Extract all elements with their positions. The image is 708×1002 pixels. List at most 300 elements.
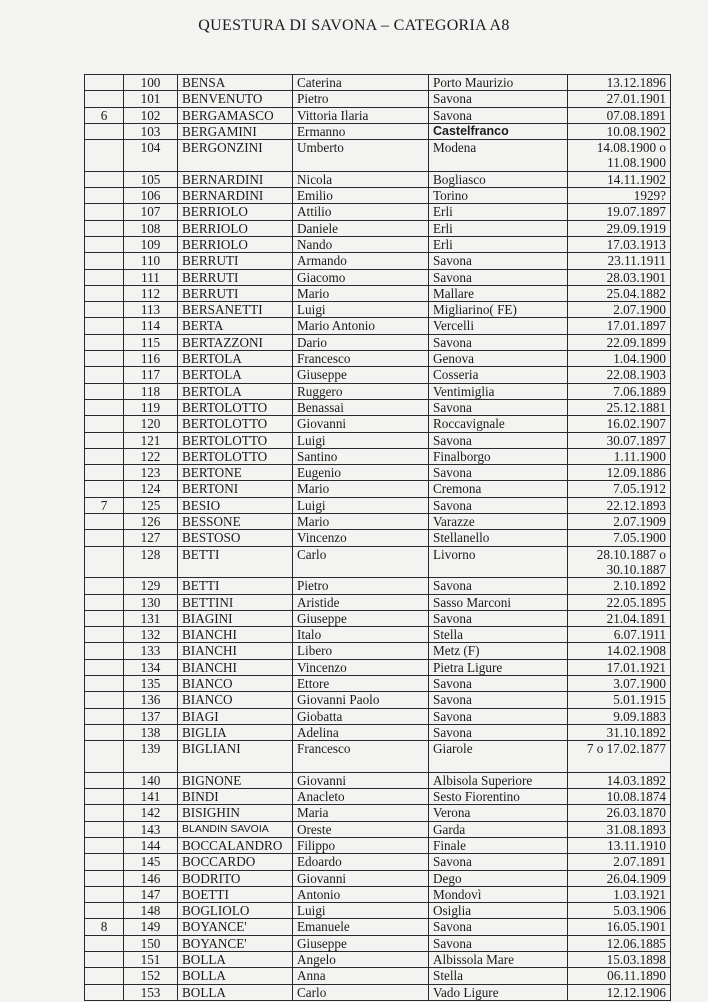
birthplace-cell: Vado Ligure: [429, 984, 568, 1000]
surname-cell: BERTOLOTTO: [178, 448, 293, 464]
birthdate-cell: 31.08.1893: [568, 821, 671, 837]
row-marker: [85, 968, 124, 984]
surname-cell: BERTOLA: [178, 367, 293, 383]
birthdate-cell: 26.03.1870: [568, 805, 671, 821]
birthplace-cell: Savona: [429, 610, 568, 626]
table-row: [85, 188, 671, 204]
surname-cell: BERTOLOTTO: [178, 399, 293, 415]
table-row: [85, 285, 671, 301]
surname-cell: BERTAZZONI: [178, 334, 293, 350]
birthdate-cell: 22.12.1893: [568, 497, 671, 513]
birthplace-cell: Savona: [429, 675, 568, 691]
row-marker: [85, 432, 124, 448]
row-marker: [85, 140, 124, 172]
birthdate-cell: 12.09.1886: [568, 465, 671, 481]
row-marker: [85, 367, 124, 383]
table-row: [85, 432, 671, 448]
row-marker: [85, 772, 124, 788]
entry-number: 129: [124, 578, 178, 594]
birthplace-cell: Savona: [429, 497, 568, 513]
table-row: [85, 351, 671, 367]
entry-number: 100: [124, 75, 178, 91]
entry-number: 103: [124, 123, 178, 139]
entry-number: 132: [124, 627, 178, 643]
first-name-cell: Pietro: [293, 91, 429, 107]
surname-cell: BIANCO: [178, 692, 293, 708]
birthplace-cell: Modena: [429, 140, 568, 172]
birthdate-cell: 28.03.1901: [568, 269, 671, 285]
entry-number: 110: [124, 253, 178, 269]
birthplace-cell: Savona: [429, 253, 568, 269]
birthplace-cell: Cosseria: [429, 367, 568, 383]
first-name-cell: Giuseppe: [293, 935, 429, 951]
surname-cell: BERTOLA: [178, 351, 293, 367]
birthdate-cell: 6.07.1911: [568, 627, 671, 643]
birthdate-cell: 30.07.1897: [568, 432, 671, 448]
birthplace-cell: Erli: [429, 204, 568, 220]
birthdate-cell: 15.03.1898: [568, 952, 671, 968]
row-marker: [85, 675, 124, 691]
row-marker: [85, 692, 124, 708]
row-marker: [85, 416, 124, 432]
table-row: [85, 724, 671, 740]
entry-number: 151: [124, 952, 178, 968]
birthdate-cell: 26.04.1909: [568, 870, 671, 886]
first-name-cell: Giovanni: [293, 772, 429, 788]
table-row: [85, 708, 671, 724]
table-row: [85, 530, 671, 546]
first-name-cell: Emanuele: [293, 919, 429, 935]
table-row: [85, 935, 671, 951]
first-name-cell: Vincenzo: [293, 530, 429, 546]
first-name-cell: Vincenzo: [293, 659, 429, 675]
birthdate-cell: 2.07.1891: [568, 854, 671, 870]
row-marker: [85, 837, 124, 853]
table-row: [85, 123, 671, 139]
birthplace-cell: Savona: [429, 432, 568, 448]
birthdate-cell: 16.05.1901: [568, 919, 671, 935]
row-marker: [85, 204, 124, 220]
row-marker: [85, 610, 124, 626]
table-row: [85, 968, 671, 984]
first-name-cell: Libero: [293, 643, 429, 659]
table-row: [85, 886, 671, 902]
first-name-cell: Emilio: [293, 188, 429, 204]
birthplace-cell: Ventimiglia: [429, 383, 568, 399]
table-row: [85, 91, 671, 107]
surname-cell: BERRUTI: [178, 253, 293, 269]
surname-cell: BERNARDINI: [178, 171, 293, 187]
entry-number: 127: [124, 530, 178, 546]
entry-number: 106: [124, 188, 178, 204]
birthdate-cell: 27.01.1901: [568, 91, 671, 107]
entry-number: 145: [124, 854, 178, 870]
first-name-cell: Luigi: [293, 903, 429, 919]
entry-number: 150: [124, 935, 178, 951]
entry-number: 108: [124, 220, 178, 236]
birthplace-cell: Savona: [429, 854, 568, 870]
entry-number: 115: [124, 334, 178, 350]
surname-cell: BETTINI: [178, 594, 293, 610]
first-name-cell: Vittoria Ilaria: [293, 107, 429, 123]
birthdate-cell: 12.06.1885: [568, 935, 671, 951]
birthdate-cell: 7.06.1889: [568, 383, 671, 399]
row-marker: [85, 903, 124, 919]
surname-cell: BIAGI: [178, 708, 293, 724]
table-row: [85, 204, 671, 220]
first-name-cell: Mario: [293, 514, 429, 530]
first-name-cell: Mario Antonio: [293, 318, 429, 334]
entry-number: 118: [124, 383, 178, 399]
entry-number: 102: [124, 107, 178, 123]
table-row: [85, 383, 671, 399]
birthdate-cell: 22.09.1899: [568, 334, 671, 350]
birthdate-cell: 10.08.1874: [568, 789, 671, 805]
table-row: [85, 952, 671, 968]
birthdate-cell: 9.09.1883: [568, 708, 671, 724]
birthplace-cell: Pietra Ligure: [429, 659, 568, 675]
row-marker: 8: [85, 919, 124, 935]
birthplace-cell: Sesto Fiorentino: [429, 789, 568, 805]
row-marker: [85, 285, 124, 301]
birthplace-cell: Erli: [429, 220, 568, 236]
row-marker: [85, 253, 124, 269]
birthdate-cell: 17.01.1921: [568, 659, 671, 675]
table-row: [85, 546, 671, 578]
table-row: [85, 903, 671, 919]
row-marker: [85, 724, 124, 740]
first-name-cell: Ermanno: [293, 123, 429, 139]
birthplace-cell: Livorno: [429, 546, 568, 578]
table-row: [85, 741, 671, 773]
row-marker: [85, 741, 124, 773]
row-marker: [85, 302, 124, 318]
birthplace-cell: Porto Maurizio: [429, 75, 568, 91]
birthplace-cell: Erli: [429, 236, 568, 252]
first-name-cell: Carlo: [293, 546, 429, 578]
row-marker: 6: [85, 107, 124, 123]
entry-number: 113: [124, 302, 178, 318]
first-name-cell: Antonio: [293, 886, 429, 902]
row-marker: [85, 448, 124, 464]
birthdate-cell: 14.11.1902: [568, 171, 671, 187]
surname-cell: BERRUTI: [178, 269, 293, 285]
birthdate-cell: 29.09.1919: [568, 220, 671, 236]
first-name-cell: Giacomo: [293, 269, 429, 285]
row-marker: [85, 886, 124, 902]
row-marker: [85, 659, 124, 675]
first-name-cell: Daniele: [293, 220, 429, 236]
surname-cell: BETTI: [178, 578, 293, 594]
entry-number: 152: [124, 968, 178, 984]
row-marker: [85, 952, 124, 968]
entry-number: 111: [124, 269, 178, 285]
birthplace-cell: Savona: [429, 935, 568, 951]
entry-number: 130: [124, 594, 178, 610]
table-row: [85, 236, 671, 252]
birthdate-cell: 3.07.1900: [568, 675, 671, 691]
surname-cell: BERTOLOTTO: [178, 432, 293, 448]
first-name-cell: Francesco: [293, 741, 429, 773]
registry-table: [84, 74, 671, 1001]
first-name-cell: Aristide: [293, 594, 429, 610]
table-row: [85, 854, 671, 870]
entry-number: 101: [124, 91, 178, 107]
row-marker: [85, 481, 124, 497]
row-marker: [85, 594, 124, 610]
row-marker: [85, 546, 124, 578]
row-marker: [85, 821, 124, 837]
row-marker: [85, 854, 124, 870]
row-marker: [85, 171, 124, 187]
birthplace-cell: Osiglia: [429, 903, 568, 919]
row-marker: [85, 318, 124, 334]
table-row: [85, 692, 671, 708]
birthplace-cell: Savona: [429, 91, 568, 107]
birthplace-cell: Savona: [429, 334, 568, 350]
table-row: [85, 75, 671, 91]
table-row: [85, 514, 671, 530]
entry-number: 119: [124, 399, 178, 415]
first-name-cell: Anna: [293, 968, 429, 984]
surname-cell: BIANCHI: [178, 659, 293, 675]
entry-number: 112: [124, 285, 178, 301]
row-marker: [85, 220, 124, 236]
surname-cell: BOLLA: [178, 968, 293, 984]
birthdate-cell: 5.03.1906: [568, 903, 671, 919]
entry-number: 140: [124, 772, 178, 788]
entry-number: 149: [124, 919, 178, 935]
row-marker: [85, 870, 124, 886]
surname-cell: BIGLIANI: [178, 741, 293, 773]
table-row: [85, 269, 671, 285]
birthdate-cell: 14.03.1892: [568, 772, 671, 788]
birthdate-cell: 2.07.1900: [568, 302, 671, 318]
birthplace-cell: Savona: [429, 708, 568, 724]
entry-number: 125: [124, 497, 178, 513]
birthplace-cell: Castelfranco: [429, 123, 568, 139]
birthdate-cell: 5.01.1915: [568, 692, 671, 708]
entry-number: 148: [124, 903, 178, 919]
surname-cell: BIANCHI: [178, 627, 293, 643]
row-marker: [85, 805, 124, 821]
first-name-cell: Nando: [293, 236, 429, 252]
row-marker: [85, 465, 124, 481]
row-marker: [85, 627, 124, 643]
surname-cell: BODRITO: [178, 870, 293, 886]
table-row: [85, 318, 671, 334]
entry-number: 141: [124, 789, 178, 805]
birthplace-cell: Dego: [429, 870, 568, 886]
first-name-cell: Eugenio: [293, 465, 429, 481]
surname-cell: BIGLIA: [178, 724, 293, 740]
birthplace-cell: Stella: [429, 968, 568, 984]
first-name-cell: Attilio: [293, 204, 429, 220]
birthplace-cell: Albissola Mare: [429, 952, 568, 968]
first-name-cell: Giuseppe: [293, 610, 429, 626]
first-name-cell: Giuseppe: [293, 367, 429, 383]
table-row: [85, 448, 671, 464]
birthdate-cell: 31.10.1892: [568, 724, 671, 740]
first-name-cell: Caterina: [293, 75, 429, 91]
first-name-cell: Umberto: [293, 140, 429, 172]
page-title: QUESTURA DI SAVONA – CATEGORIA A8: [198, 17, 510, 34]
birthplace-cell: Albisola Superiore: [429, 772, 568, 788]
table-row: [85, 220, 671, 236]
table-row: [85, 171, 671, 187]
birthplace-cell: Savona: [429, 399, 568, 415]
birthplace-cell: Savona: [429, 465, 568, 481]
birthdate-cell: 17.01.1897: [568, 318, 671, 334]
entry-number: 124: [124, 481, 178, 497]
surname-cell: BENSA: [178, 75, 293, 91]
birthdate-cell: 06.11.1890: [568, 968, 671, 984]
birthplace-cell: Genova: [429, 351, 568, 367]
row-marker: 7: [85, 497, 124, 513]
entry-number: 104: [124, 140, 178, 172]
birthplace-cell: Garda: [429, 821, 568, 837]
first-name-cell: Luigi: [293, 432, 429, 448]
birthdate-cell: 14.08.1900 o 11.08.1900: [568, 140, 671, 172]
entry-number: 144: [124, 837, 178, 853]
table-row: [85, 659, 671, 675]
birthplace-cell: Savona: [429, 692, 568, 708]
row-marker: [85, 399, 124, 415]
surname-cell: BERTA: [178, 318, 293, 334]
birthplace-cell: Stellanello: [429, 530, 568, 546]
row-marker: [85, 708, 124, 724]
surname-cell: BETTI: [178, 546, 293, 578]
birthplace-cell: Verona: [429, 805, 568, 821]
surname-cell: BERGONZINI: [178, 140, 293, 172]
entry-number: 147: [124, 886, 178, 902]
surname-cell: BOETTI: [178, 886, 293, 902]
birthplace-cell: Migliarino( FE): [429, 302, 568, 318]
birthdate-cell: 12.12.1906: [568, 984, 671, 1000]
table-row: [85, 805, 671, 821]
table-row: [85, 627, 671, 643]
entry-number: 123: [124, 465, 178, 481]
birthdate-cell: 14.02.1908: [568, 643, 671, 659]
table-row: [85, 675, 671, 691]
birthdate-cell: 25.04.1882: [568, 285, 671, 301]
birthdate-cell: 2.07.1909: [568, 514, 671, 530]
first-name-cell: Giovanni: [293, 416, 429, 432]
row-marker: [85, 75, 124, 91]
row-marker: [85, 269, 124, 285]
first-name-cell: Ettore: [293, 675, 429, 691]
first-name-cell: Dario: [293, 334, 429, 350]
first-name-cell: Francesco: [293, 351, 429, 367]
surname-cell: BERRIOLO: [178, 204, 293, 220]
birthdate-cell: 23.11.1911: [568, 253, 671, 269]
table-row: [85, 497, 671, 513]
birthdate-cell: 13.12.1896: [568, 75, 671, 91]
entry-number: 131: [124, 610, 178, 626]
birthdate-cell: 1.03.1921: [568, 886, 671, 902]
surname-cell: BERGAMASCO: [178, 107, 293, 123]
table-row: [85, 610, 671, 626]
surname-cell: BOCCALANDRO: [178, 837, 293, 853]
birthdate-cell: 13.11.1910: [568, 837, 671, 853]
row-marker: [85, 514, 124, 530]
table-row: [85, 643, 671, 659]
entry-number: 122: [124, 448, 178, 464]
birthdate-cell: 1.11.1900: [568, 448, 671, 464]
first-name-cell: Armando: [293, 253, 429, 269]
entry-number: 120: [124, 416, 178, 432]
first-name-cell: Anacleto: [293, 789, 429, 805]
surname-cell: BERTOLA: [178, 383, 293, 399]
surname-cell: BOLLA: [178, 952, 293, 968]
first-name-cell: Santino: [293, 448, 429, 464]
birthdate-cell: 7.05.1900: [568, 530, 671, 546]
first-name-cell: Carlo: [293, 984, 429, 1000]
birthdate-cell: 7.05.1912: [568, 481, 671, 497]
birthplace-cell: Varazze: [429, 514, 568, 530]
entry-number: 142: [124, 805, 178, 821]
birthdate-cell: 10.08.1902: [568, 123, 671, 139]
entry-number: 137: [124, 708, 178, 724]
birthdate-cell: 21.04.1891: [568, 610, 671, 626]
first-name-cell: Italo: [293, 627, 429, 643]
surname-cell: BERTONI: [178, 481, 293, 497]
birthdate-cell: 7 o 17.02.1877: [568, 741, 671, 773]
birthplace-cell: Mallare: [429, 285, 568, 301]
table-row: [85, 253, 671, 269]
surname-cell: BLANDIN SAVOIA: [178, 821, 293, 837]
table-row: [85, 821, 671, 837]
entry-number: 114: [124, 318, 178, 334]
table-row: [85, 302, 671, 318]
birthdate-cell: 22.05.1895: [568, 594, 671, 610]
entry-number: 128: [124, 546, 178, 578]
birthdate-cell: 07.08.1891: [568, 107, 671, 123]
first-name-cell: Mario: [293, 481, 429, 497]
surname-cell: BOYANCE': [178, 919, 293, 935]
first-name-cell: Edoardo: [293, 854, 429, 870]
birthplace-cell: Metz (F): [429, 643, 568, 659]
first-name-cell: Giobatta: [293, 708, 429, 724]
first-name-cell: Oreste: [293, 821, 429, 837]
first-name-cell: Ruggero: [293, 383, 429, 399]
row-marker: [85, 236, 124, 252]
table-row: [85, 416, 671, 432]
first-name-cell: Maria: [293, 805, 429, 821]
surname-cell: BERTONE: [178, 465, 293, 481]
first-name-cell: Pietro: [293, 578, 429, 594]
row-marker: [85, 188, 124, 204]
first-name-cell: Nicola: [293, 171, 429, 187]
surname-cell: BIANCHI: [178, 643, 293, 659]
birthdate-cell: 1.04.1900: [568, 351, 671, 367]
surname-cell: BERGAMINI: [178, 123, 293, 139]
table-row: [85, 594, 671, 610]
first-name-cell: Angelo: [293, 952, 429, 968]
surname-cell: BERNARDINI: [178, 188, 293, 204]
entry-number: 117: [124, 367, 178, 383]
first-name-cell: Giovanni Paolo: [293, 692, 429, 708]
row-marker: [85, 643, 124, 659]
surname-cell: BERRUTI: [178, 285, 293, 301]
surname-cell: BESSONE: [178, 514, 293, 530]
row-marker: [85, 935, 124, 951]
birthdate-cell: 17.03.1913: [568, 236, 671, 252]
first-name-cell: Mario: [293, 285, 429, 301]
row-marker: [85, 789, 124, 805]
birthplace-cell: Savona: [429, 578, 568, 594]
row-marker: [85, 530, 124, 546]
